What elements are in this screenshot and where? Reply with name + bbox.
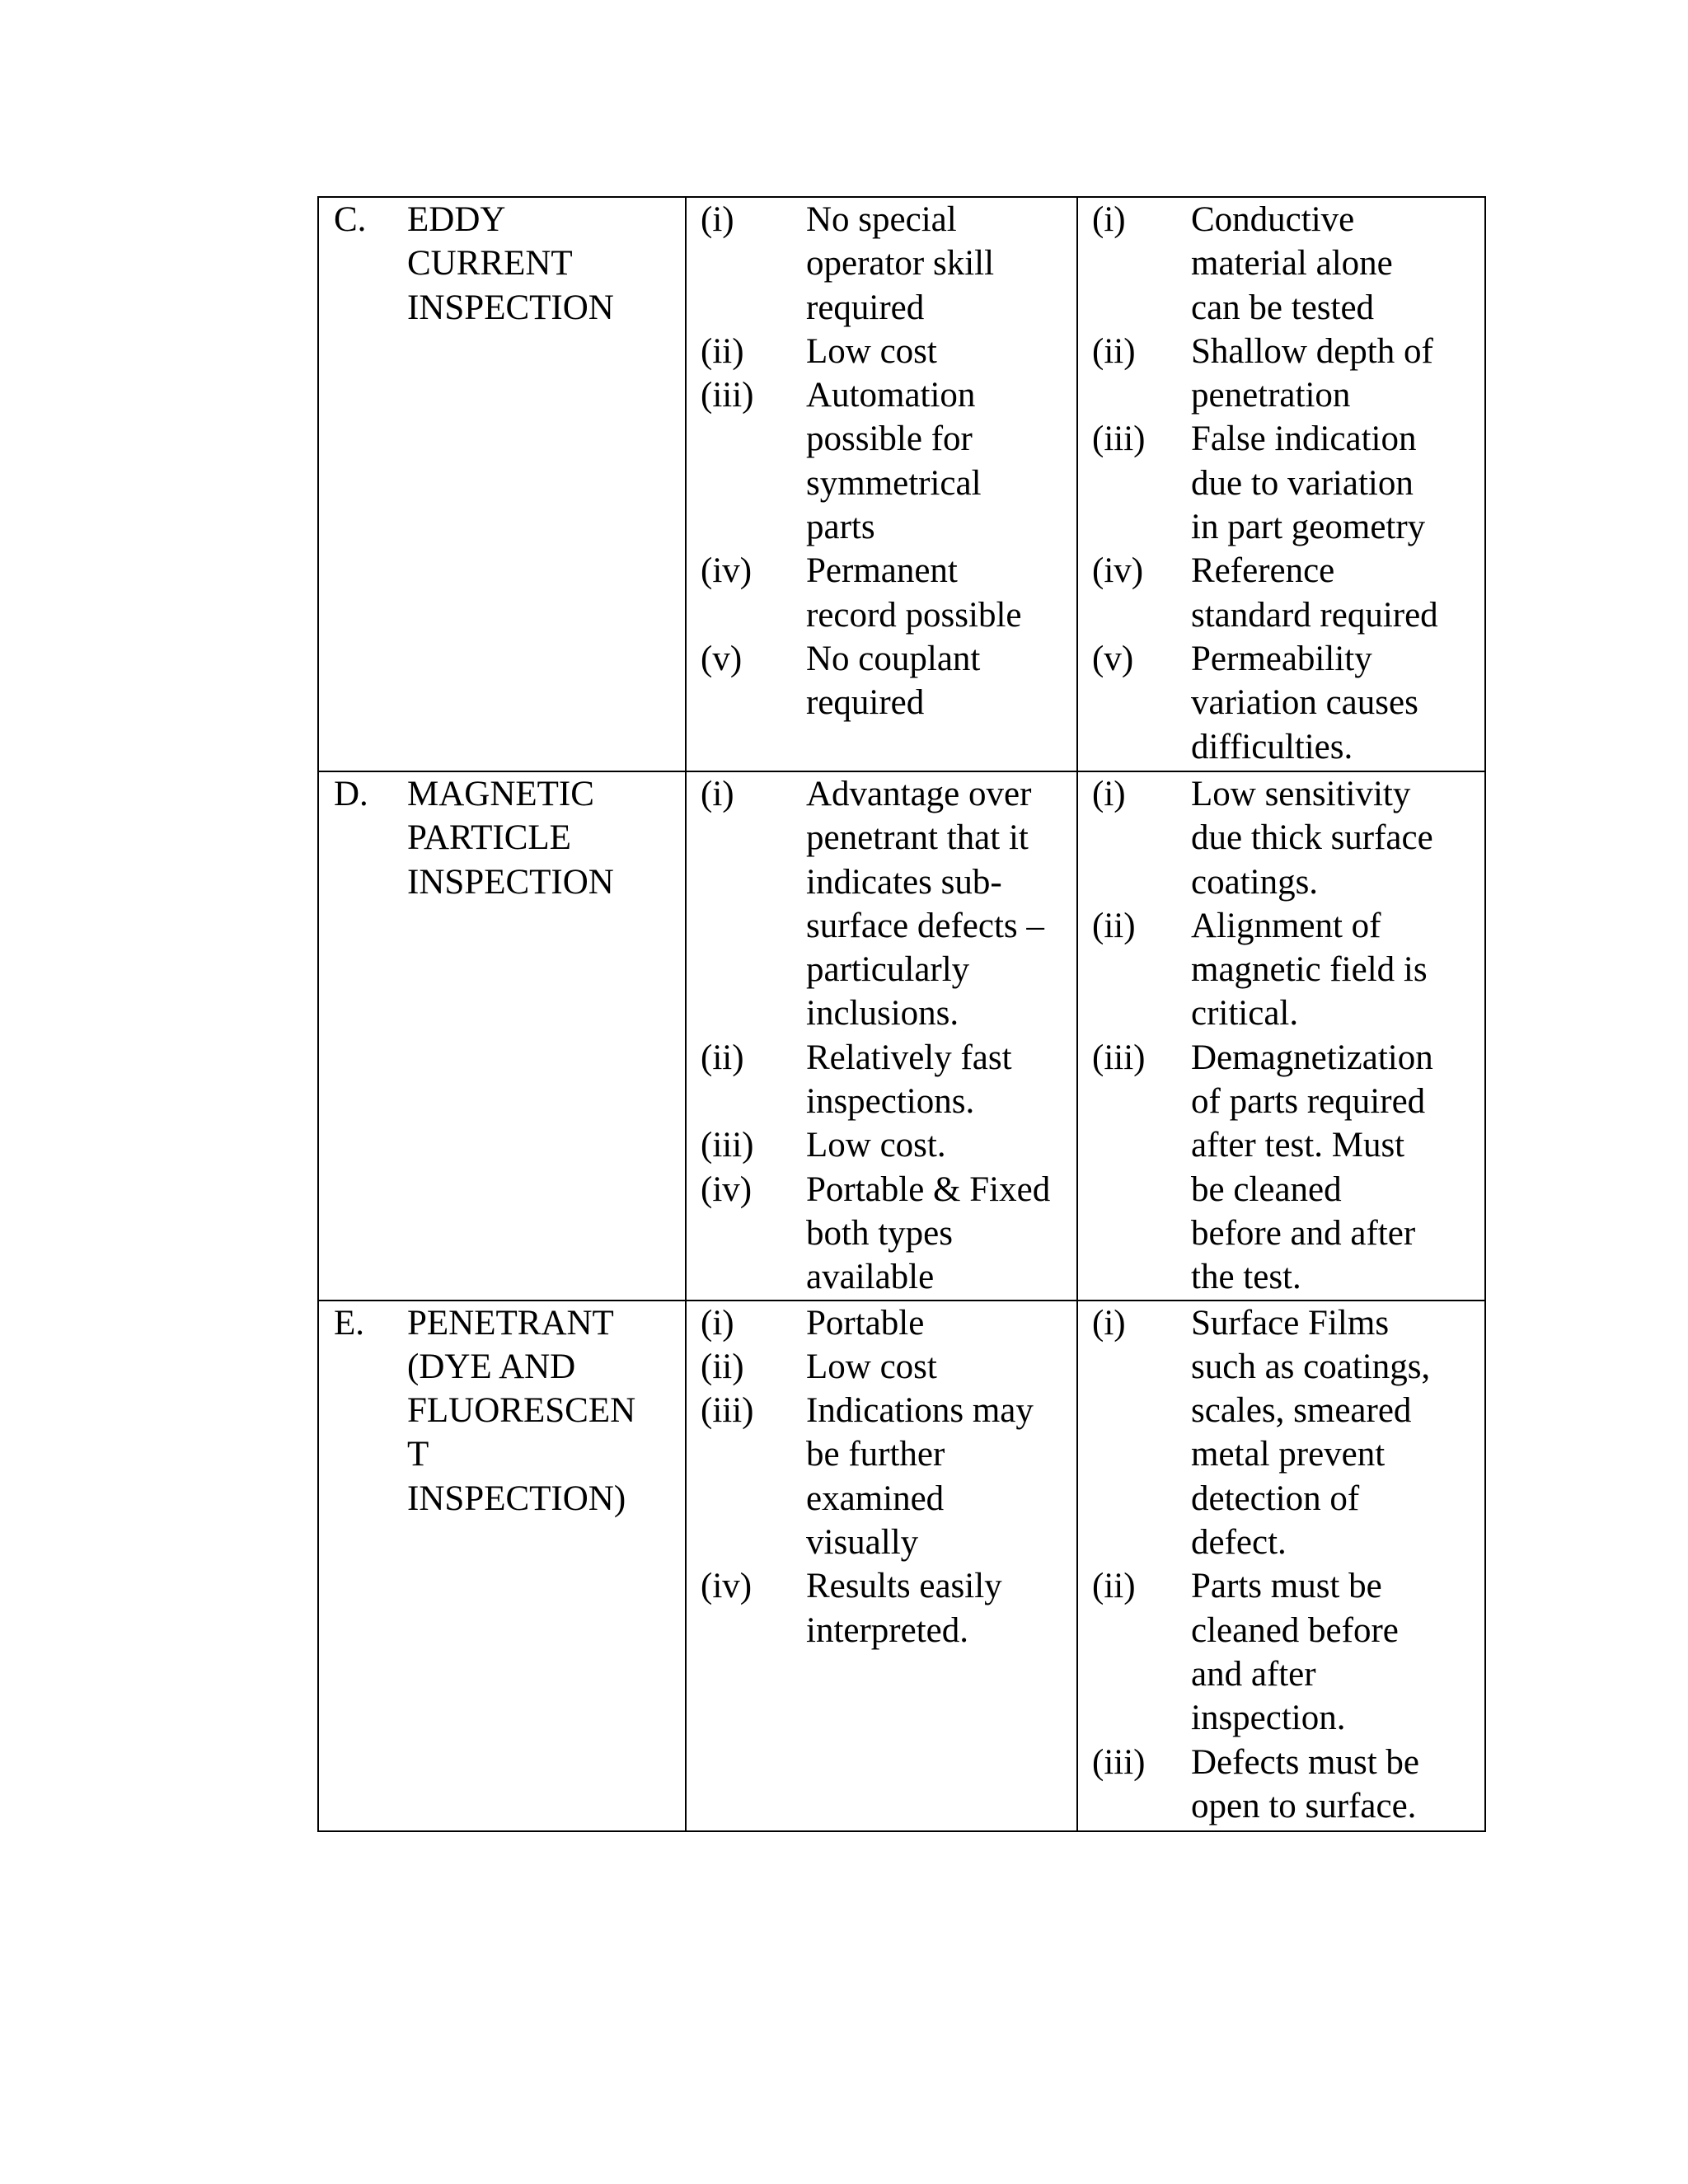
method-name: MAGNETIC PARTICLE INSPECTION — [407, 775, 614, 902]
advantage-item — [701, 1123, 1073, 1167]
limitations-cell — [1077, 771, 1485, 1301]
item-text: No special operator skill required — [806, 200, 995, 327]
item-number: (iii) — [1092, 419, 1146, 459]
item-number: (i) — [701, 1303, 734, 1343]
item-text: Shallow depth of penetration — [1191, 331, 1433, 415]
item-number: (ii) — [1092, 1567, 1136, 1606]
item-number: (iv) — [701, 1169, 753, 1209]
limitation-item — [1092, 1564, 1481, 1740]
method-heading — [319, 1301, 685, 1521]
advantages-cell — [686, 197, 1077, 771]
method-cell — [318, 197, 686, 771]
method-cell — [318, 771, 686, 1301]
item-text: Results easily interpreted. — [806, 1567, 1002, 1650]
item-number: (i) — [1092, 1303, 1126, 1343]
item-text: Portable — [806, 1303, 925, 1343]
item-text: Low cost — [806, 331, 937, 371]
item-number: (iv) — [1092, 551, 1144, 591]
advantage-item — [701, 1168, 1073, 1300]
advantage-item — [701, 330, 1073, 373]
table-row — [318, 771, 1485, 1301]
table-row — [318, 1301, 1485, 1831]
item-text: Defects must be open to surface. — [1191, 1742, 1420, 1825]
item-number: (iv) — [701, 551, 753, 591]
item-number: (iii) — [1092, 1038, 1146, 1077]
limitation-item — [1092, 1036, 1481, 1300]
table-row — [318, 197, 1485, 771]
item-text: False indication due to variation in part geometry — [1191, 419, 1426, 547]
advantage-item — [701, 1345, 1073, 1389]
limitation-item — [1092, 549, 1481, 637]
item-text: Alignment of magnetic field is critical. — [1191, 906, 1428, 1033]
advantage-item — [701, 549, 1073, 637]
item-number: (ii) — [701, 331, 744, 371]
item-text: Demagnetization of parts required after test. Must be cleaned before and after the test. — [1191, 1038, 1433, 1297]
method-name: EDDY CURRENT INSPECTION — [407, 200, 614, 327]
item-text: Low sensitivity due thick surface coatings. — [1191, 775, 1433, 902]
item-number: (v) — [701, 639, 743, 678]
item-text: Low cost — [806, 1347, 937, 1386]
limitations-cell — [1077, 197, 1485, 771]
item-number: (i) — [1092, 775, 1126, 813]
limitation-item — [1092, 1301, 1481, 1565]
method-heading — [319, 198, 685, 330]
limitation-item — [1092, 772, 1481, 904]
item-number: (ii) — [1092, 906, 1136, 945]
method-letter: E. — [334, 1303, 365, 1343]
item-text: Conductive material alone can be tested — [1191, 200, 1393, 327]
limitation-item — [1092, 904, 1481, 1036]
method-letter: C. — [334, 200, 367, 239]
advantages-cell — [686, 771, 1077, 1301]
advantage-item — [701, 198, 1073, 330]
item-text: Surface Films such as coatings, scales, smeared metal prevent detection of defect. — [1191, 1303, 1431, 1563]
advantage-item — [701, 1389, 1073, 1564]
item-number: (ii) — [1092, 331, 1136, 371]
limitation-item — [1092, 330, 1481, 418]
method-letter: D. — [334, 775, 368, 813]
item-text: Reference standard required — [1191, 551, 1438, 635]
item-number: (i) — [701, 200, 734, 239]
limitation-item — [1092, 1741, 1481, 1829]
method-name: PENETRANT (DYE AND FLUORESCEN T INSPECTION) — [407, 1303, 636, 1518]
limitations-cell — [1077, 1301, 1485, 1831]
item-text: Low cost. — [806, 1126, 946, 1165]
method-cell — [318, 1301, 686, 1831]
limitation-item — [1092, 637, 1481, 769]
advantage-item — [701, 1036, 1073, 1124]
item-text: Automation possible for symmetrical parts — [806, 376, 982, 547]
limitation-item — [1092, 198, 1481, 330]
advantage-item — [701, 637, 1073, 725]
advantages-cell — [686, 1301, 1077, 1831]
item-number: (i) — [701, 775, 734, 813]
item-number: (iii) — [701, 1391, 754, 1431]
item-text: Indications may be further examined visually — [806, 1391, 1034, 1563]
ndt-comparison-table — [317, 196, 1486, 1832]
advantage-item — [701, 1301, 1073, 1345]
item-text: No couplant required — [806, 639, 981, 723]
limitation-item — [1092, 417, 1481, 549]
item-number: (i) — [1092, 200, 1126, 239]
advantage-item — [701, 1564, 1073, 1652]
item-number: (v) — [1092, 639, 1134, 678]
item-text: Permanent record possible — [806, 551, 1022, 635]
item-number: (ii) — [701, 1038, 744, 1077]
item-number: (iv) — [701, 1567, 753, 1606]
item-number: (iii) — [701, 376, 754, 415]
advantage-item — [701, 373, 1073, 549]
item-text: Portable & Fixed both types available — [806, 1169, 1051, 1297]
advantage-item — [701, 772, 1073, 1036]
item-number: (iii) — [1092, 1742, 1146, 1782]
item-text: Advantage over penetrant that it indicates sub- surface defects – particularly inclusions. — [806, 775, 1044, 1033]
item-number: (ii) — [701, 1347, 744, 1386]
item-number: (iii) — [701, 1126, 754, 1165]
method-heading — [319, 772, 685, 904]
item-text: Relatively fast inspections. — [806, 1038, 1012, 1122]
item-text: Parts must be cleaned before and after inspection. — [1191, 1567, 1399, 1738]
item-text: Permeability variation causes difficulties. — [1191, 639, 1418, 766]
